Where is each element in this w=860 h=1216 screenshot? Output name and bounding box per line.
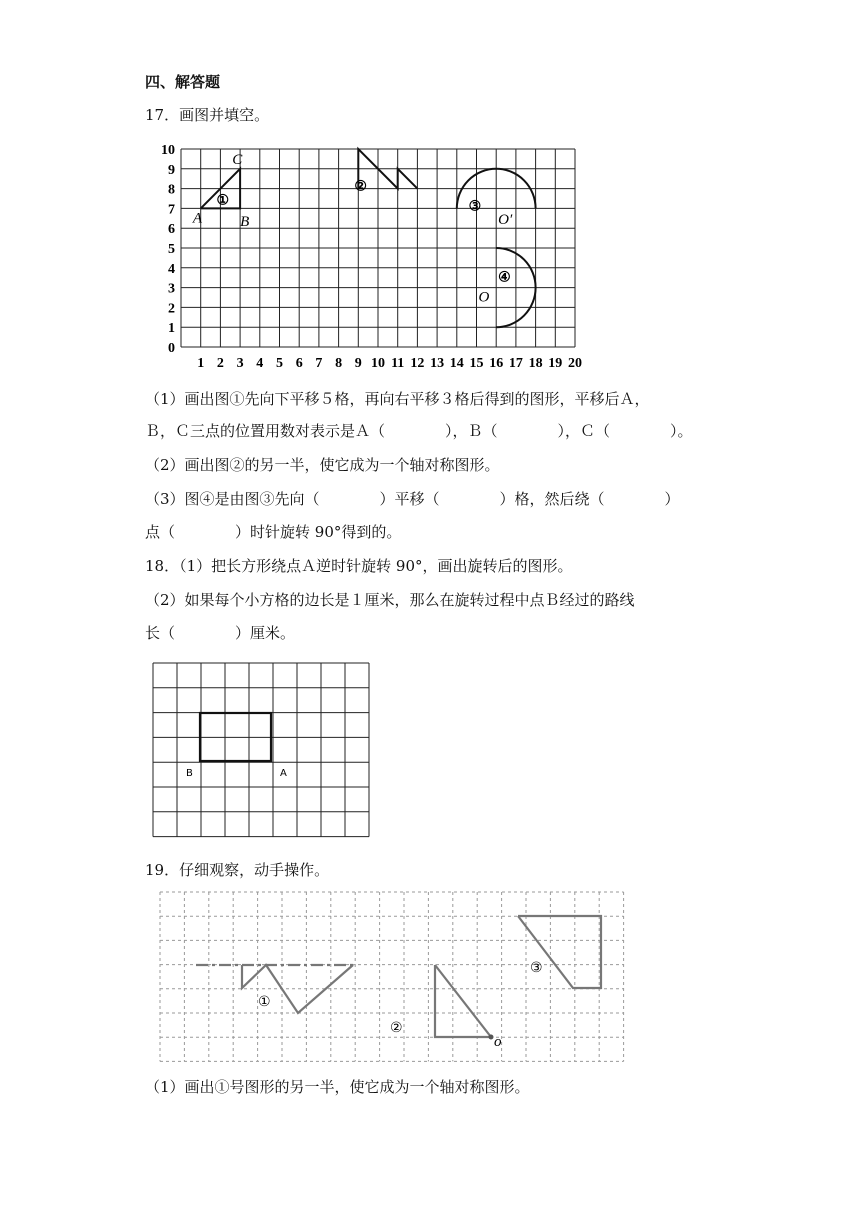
q17-label-2: ② (354, 179, 367, 195)
q17-part3-line1: （3）图④是由图③先向（ ）平移（ ）格，然后绕（ ） (145, 490, 680, 508)
q17-x-tick: 14 (449, 356, 464, 371)
q17-y-tick: 6 (168, 222, 175, 238)
q19-label-1: ① (258, 994, 271, 1010)
q17-y-tick: 2 (168, 301, 175, 317)
q17-x-tick: 8 (335, 356, 343, 371)
q18-part1: 18．（1）把长方形绕点Ａ逆时针旋转 90°，画出旋转后的图形。 (145, 557, 573, 575)
q17-x-tick: 3 (236, 356, 244, 371)
q19-part1: （1）画出①号图形的另一半，使它成为一个轴对称图形。 (145, 1078, 530, 1096)
q17-x-tick: 19 (548, 356, 563, 371)
q19-shape-2 (435, 965, 491, 1037)
q17-part2: （2）画出图②的另一半，使它成为一个轴对称图形。 (145, 456, 500, 474)
q17-x-tick: 7 (315, 356, 323, 371)
q17-label-c: C (232, 151, 243, 168)
q17-y-tick: 3 (168, 281, 175, 297)
q17-label-b: B (240, 214, 250, 231)
q17-x-tick: 11 (391, 356, 405, 371)
q19-point-o (489, 1035, 494, 1040)
q17-y-tick: 4 (168, 261, 175, 277)
q17-x-tick: 5 (276, 356, 283, 371)
q19-label-2: ② (390, 1020, 403, 1036)
q17-y-tick: 0 (168, 341, 175, 356)
q17-x-tick: 17 (508, 356, 523, 371)
q19-shape-3 (518, 916, 601, 988)
q19-title: 19．仔细观察，动手操作。 (145, 861, 330, 879)
q17-part1-line1: （1）画出图①先向下平移５格，再向右平移３格后得到的图形，平移后Ａ， (145, 390, 650, 408)
q17-label-a: A (192, 210, 202, 227)
q17-label-1: ① (216, 193, 230, 209)
q17-y-tick: 9 (168, 162, 175, 178)
q17-part1-line2: Ｂ，Ｃ三点的位置用数对表示是Ａ（ ），Ｂ（ ），Ｃ（ ）。 (145, 422, 693, 440)
q17-y-tick: 5 (168, 242, 175, 257)
q17-y-tick: 1 (168, 321, 175, 337)
q17-y-tick: 7 (168, 202, 175, 218)
q17-x-tick: 9 (354, 356, 362, 371)
q17-part3-line2: 点（ ）时针旋转 90°得到的。 (145, 523, 402, 541)
q17-x-tick: 1 (197, 356, 205, 371)
q17-x-tick: 18 (528, 356, 543, 371)
q18-part2-line1: （2）如果每个小方格的边长是１厘米，那么在旋转过程中点Ｂ经过的路线 (145, 591, 635, 609)
q17-x-tick: 16 (489, 356, 504, 371)
q17-x-tick: 10 (371, 356, 385, 371)
q17-label-3: ③ (468, 199, 482, 215)
q17-x-tick: 20 (568, 356, 582, 371)
q17-grid-figure (150, 140, 600, 375)
q17-x-tick: 12 (410, 356, 425, 371)
q17-x-tick: 2 (216, 356, 224, 371)
q17-x-tick: 4 (256, 356, 264, 371)
q19-label-o: o (494, 1034, 502, 1050)
q18-part2-line2: 长（ ）厘米。 (145, 624, 296, 642)
q17-x-tick: 15 (469, 356, 484, 371)
q17-label-o: O (478, 289, 490, 306)
section-title: 四、解答题 (145, 73, 221, 91)
q17-y-tick: 10 (161, 143, 175, 158)
q18-label-a: A (280, 768, 287, 779)
q18-label-b: B (186, 768, 193, 779)
q19-grid-figure (158, 890, 630, 1065)
q17-y-tick: 8 (168, 182, 175, 198)
q17-x-tick: 13 (430, 356, 445, 371)
q17-x-tick: 6 (295, 356, 303, 371)
q18-grid-figure (150, 660, 372, 842)
q17-label-o-prime: O′ (498, 212, 513, 229)
q17-label-4: ④ (498, 270, 511, 286)
q19-label-3: ③ (530, 960, 543, 976)
q17-title: 17．画图并填空。 (145, 106, 270, 124)
